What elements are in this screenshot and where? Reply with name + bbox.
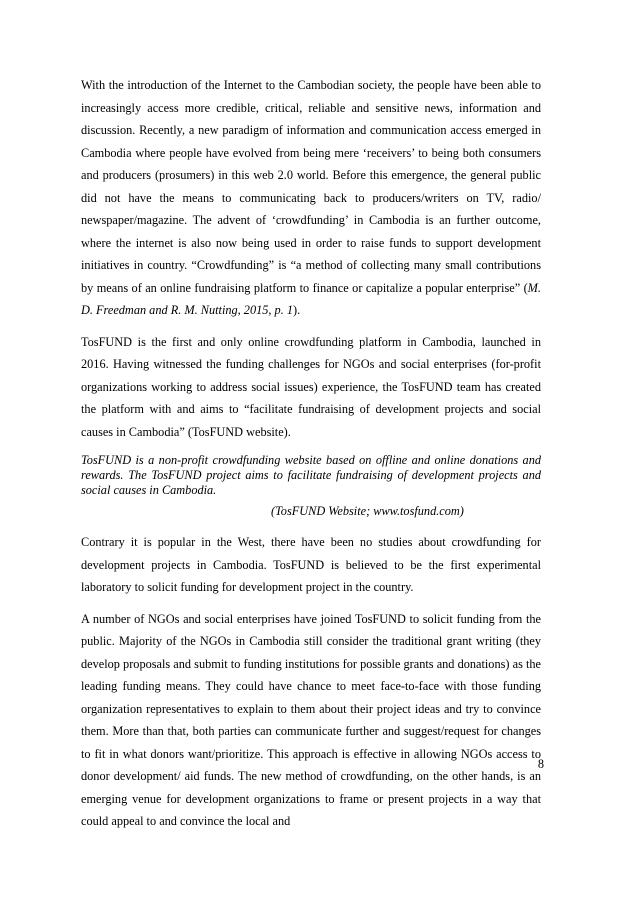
page-number: 8 bbox=[537, 757, 544, 771]
paragraph-no-studies: Contrary it is popular in the West, there have been no studies about crowdfunding for development projects in Cambodia. TosFUND is believed to be the first experimental laboratory to solicit funding for development project in the country. bbox=[81, 535, 541, 594]
paragraph-internet-intro-end: ). bbox=[293, 303, 301, 317]
paragraph-internet-intro-text: With the introduction of the Internet to the Cambodian society, the people have been able to increasingly access more credible, critical, reliable and sensitive news, information and discussion. Recently, a new paradigm of information and communication access emerged in Cambodia where people have evolved from being mere ‘receivers’ to being both consumers and producers (prosumers) in this web 2.0 world. Before this emergence, the general public did not have the means to communicating back to producers/writers on TV, radio/ newspaper/magazine. The advent of ‘crowdfunding’ in Cambodia is an further outcome, where the internet is also now being used in order to raise funds to support development initiatives in country. “Crowdfunding” is “a method of collecting many small contributions by means of an online fundraising platform to finance or capitalize a popular enterprise” ( bbox=[81, 78, 541, 295]
citation-freedman-nutting: M. D. Freedman and R. M. Nutting, 2015, p. 1 bbox=[81, 280, 541, 317]
block-quote-tosfund: TosFUND is a non-profit crowdfunding website based on offline and online donations and rewards. The TosFUND project aims to facilitate fundraising of development projects and social causes in Cambodia. bbox=[81, 453, 541, 497]
paragraph-internet-intro bbox=[81, 74, 541, 322]
paragraph-ngos-funding: A number of NGOs and social enterprises have joined TosFUND to solicit funding from the public. Majority of the NGOs in Cambodia still consider the traditional grant writing (they develop proposals and submit to funding institutions for possible grants and donations) as the leading funding means. They could have chance to meet face-to-face with those funding organization representatives to explain to them about their project ideas and try to convince them. More than that, both parties can communicate further and suggest/request for changes to fit in what donors want/prioritize. This approach is effective in allowing NGOs access to donor development/ aid funds. The new method of crowdfunding, on the other hands, is an emerging venue for development organizations to frame or present projects in a way that could appeal to and convince the local and bbox=[81, 611, 541, 828]
document-body bbox=[81, 74, 541, 833]
block-quote-source: (TosFUND Website; www.tosfund.com) bbox=[271, 504, 464, 518]
paragraph-tosfund-intro: TosFUND is the first and only online crowdfunding platform in Cambodia, launched in 2016. Having witnessed the funding challenges for NGOs and social enterprises (for-profit organizations working to address social issues) experience, the TosFUND team has created the platform with and aims to “facilitate fundraising of development projects and social causes in Cambodia” (TosFUND website). bbox=[81, 334, 541, 439]
